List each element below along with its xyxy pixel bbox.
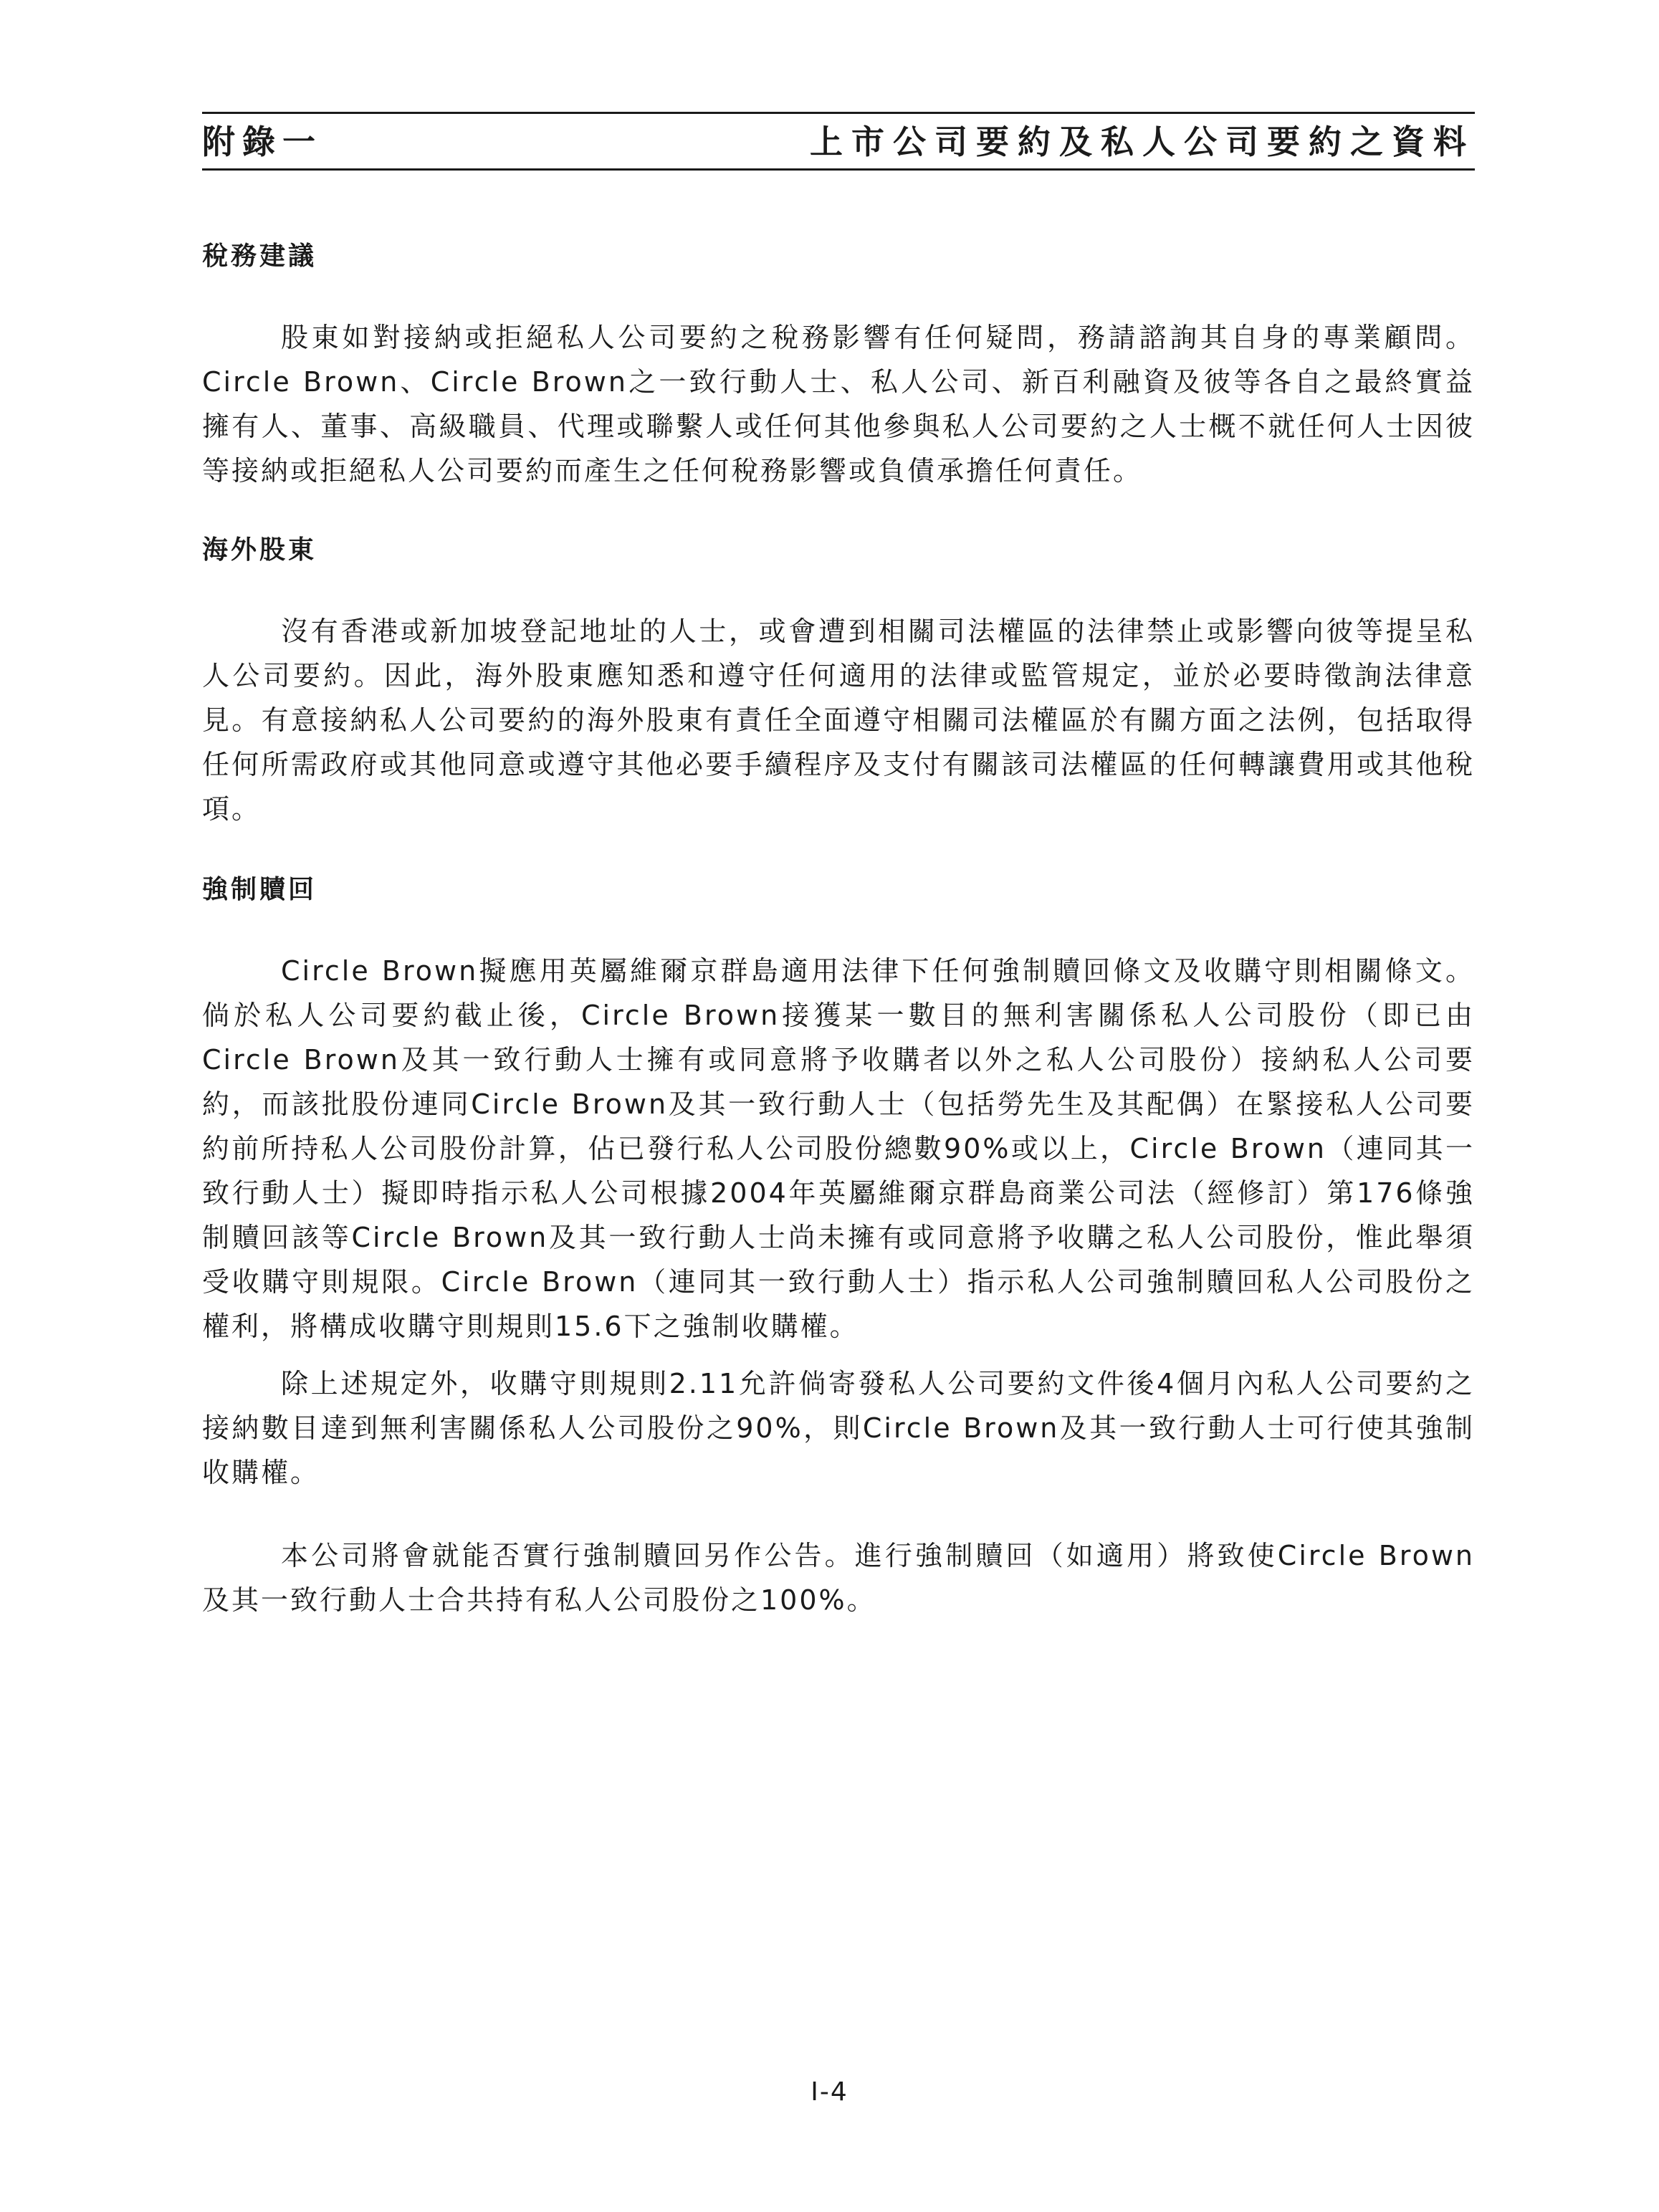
appendix-label: 附錄一	[202, 123, 322, 161]
paragraph-compulsory-redemption-3: 本公司將會就能否實行強制贖回另作公告。進行強制贖回（如適用）將致使Circle Brown及其一致行動人士合共持有私人公司股份之100%。	[202, 1540, 1475, 1616]
header-top-rule	[202, 112, 1475, 114]
section-heading-compulsory-redemption: 強制贖回	[202, 875, 317, 904]
paragraph-tax-advice: 股東如對接納或拒絕私人公司要約之稅務影響有任何疑問，務請諮詢其自身的專業顧問。Circle Brown、Circle Brown之一致行動人士、私人公司、新百利融資及彼等各自之最終實益擁有人、董事、高級職員、代理或聯繫人或任何其他參與私人公司要約之人士概不就任何人士因彼等接納或拒絕私人公司要約而產生之任何稅務影響或負債承擔任何責任。	[202, 322, 1475, 487]
paragraph-overseas-shareholders: 沒有香港或新加坡登記地址的人士，或會遭到相關司法權區的法律禁止或影響向彼等提呈私人公司要約。因此，海外股東應知悉和遵守任何適用的法律或監管規定，並於必要時徵詢法律意見。有意接納私人公司要約的海外股東有責任全面遵守相關司法權區於有關方面之法例，包括取得任何所需政府或其他同意或遵守其他必要手續程序及支付有關該司法權區的任何轉讓費用或其他稅項。	[202, 616, 1475, 825]
page-number: I-4	[811, 2077, 848, 2107]
section-heading-tax-advice: 稅務建議	[202, 241, 317, 271]
paragraph-compulsory-redemption-1: Circle Brown擬應用英屬維爾京群島適用法律下任何強制贖回條文及收購守則相關條文。倘於私人公司要約截止後，Circle Brown接獲某一數目的無利害關係私人公司股份（即已由Circle Brown及其一致行動人士擁有或同意將予收購者以外之私人公司股份）接納私人公司要約，而該批股份連同Circle Brown及其一致行動人士（包括勞先生及其配偶）在緊接私人公司要約前所持私人公司股份計算，佔已發行私人公司股份總數90%或以上，Circle Brown（連同其一致行動人士）擬即時指示私人公司根據2004年英屬維爾京群島商業公司法（經修訂）第176條強制贖回該等Circle Brown及其一致行動人士尚未擁有或同意將予收購之私人公司股份，惟此舉須受收購守則規限。Circle Brown（連同其一致行動人士）指示私人公司強制贖回私人公司股份之權利，將構成收購守則規則15.6下之強制收購權。	[202, 955, 1475, 1342]
paragraph-compulsory-redemption-2: 除上述規定外，收購守則規則2.11允許倘寄發私人公司要約文件後4個月內私人公司要約之接納數目達到無利害關係私人公司股份之90%，則Circle Brown及其一致行動人士可行使其強制收購權。	[202, 1368, 1475, 1488]
header-bottom-rule	[202, 168, 1475, 171]
section-heading-overseas-shareholders: 海外股東	[202, 535, 317, 565]
page-section-title: 上市公司要約及私人公司要約之資料	[810, 123, 1475, 161]
